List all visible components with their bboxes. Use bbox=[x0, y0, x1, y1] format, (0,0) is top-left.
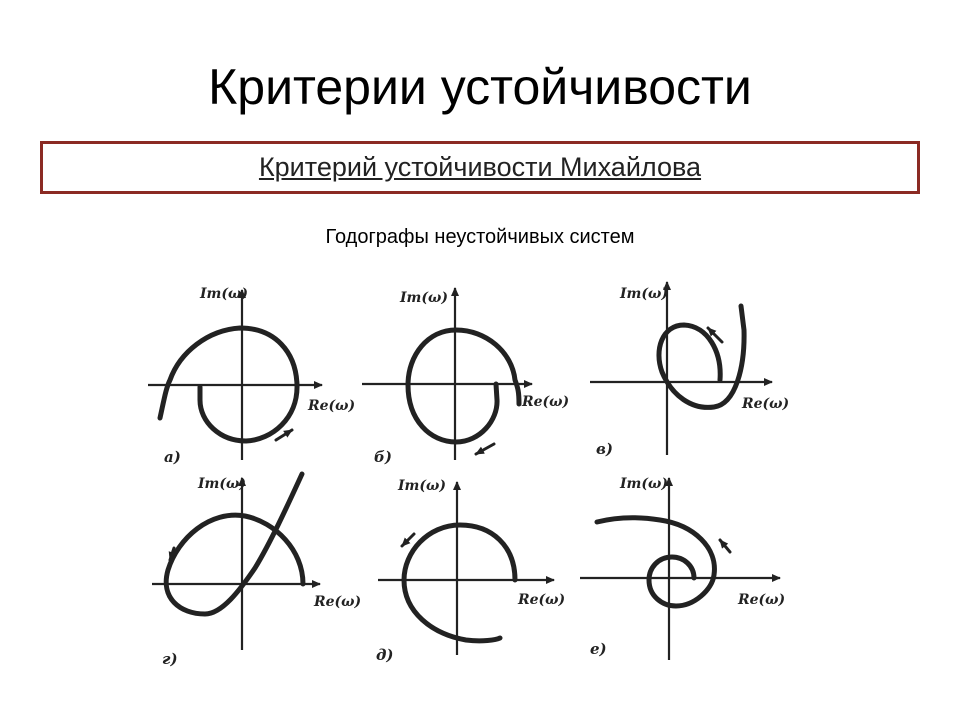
slide-title: Критерии устойчивости bbox=[208, 59, 752, 115]
plot-d bbox=[152, 474, 361, 668]
im-axis-label: Im(ω) bbox=[200, 286, 248, 302]
im-axis-label: Im(ω) bbox=[620, 476, 668, 492]
re-axis-label: Re(ω) bbox=[522, 394, 570, 410]
im-axis-label: Im(ω) bbox=[620, 286, 668, 302]
plot-b bbox=[362, 288, 569, 466]
plot-label: е) bbox=[590, 640, 607, 658]
plot-label: д) bbox=[376, 646, 394, 664]
plot-label: г) bbox=[162, 650, 178, 668]
hodograph-curve bbox=[659, 306, 744, 407]
plot-label: а) bbox=[164, 448, 181, 466]
im-axis-label: Im(ω) bbox=[198, 476, 246, 492]
re-axis-label: Re(ω) bbox=[314, 594, 362, 610]
plot-f bbox=[580, 476, 785, 660]
plot-label: б) bbox=[374, 448, 392, 466]
direction-arrow bbox=[402, 534, 414, 546]
direction-arrow bbox=[476, 444, 494, 454]
re-axis-label: Re(ω) bbox=[742, 396, 790, 412]
plot-c bbox=[590, 282, 789, 458]
hodograph-curve bbox=[404, 525, 515, 641]
subtitle: Критерий устойчивости Михайлова bbox=[258, 152, 702, 182]
hodograph-curve bbox=[166, 474, 303, 614]
direction-arrow bbox=[276, 430, 292, 440]
plot-a bbox=[148, 286, 355, 466]
plot-label: в) bbox=[596, 440, 613, 458]
re-axis-label: Re(ω) bbox=[738, 592, 786, 608]
hodograph-curve bbox=[597, 518, 714, 606]
direction-arrow bbox=[720, 540, 730, 552]
im-axis-label: Im(ω) bbox=[398, 478, 446, 494]
im-axis-label: Im(ω) bbox=[400, 290, 448, 306]
re-axis-label: Re(ω) bbox=[308, 398, 356, 414]
plot-e bbox=[376, 478, 565, 664]
re-axis-label: Re(ω) bbox=[518, 592, 566, 608]
hodograph-curve bbox=[408, 330, 519, 442]
figure-caption: Годографы неустойчивых систем bbox=[325, 226, 635, 248]
